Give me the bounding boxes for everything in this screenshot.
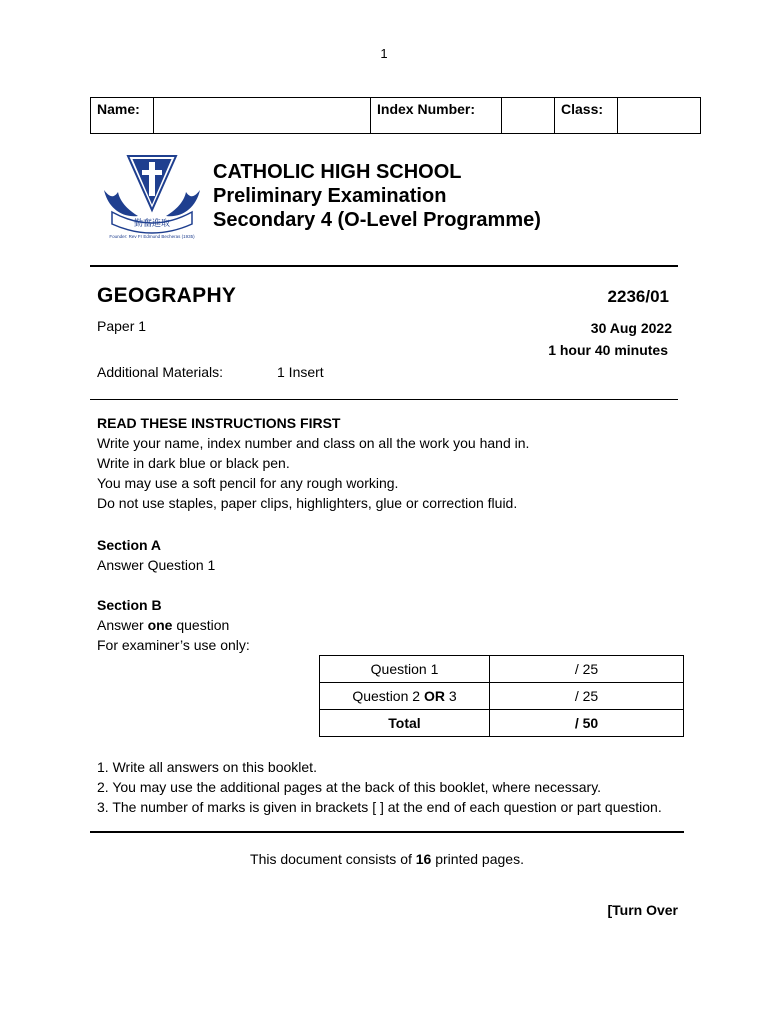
exam-duration: 1 hour 40 minutes (548, 342, 668, 358)
school-header (213, 160, 541, 232)
section-b-heading: Section B (97, 597, 162, 613)
instruction-line: Do not use staples, paper clips, highlighters, glue or correction fluid. (97, 495, 518, 511)
examiner-use-label: For examiner’s use only: (97, 637, 250, 653)
table-row (320, 710, 684, 737)
examiner-marks-table (319, 655, 684, 737)
instruction-line: Write your name, index number and class on all the work you hand in. (97, 435, 530, 451)
footer-divider (90, 831, 684, 833)
paper-number: Paper 1 (97, 318, 147, 334)
question-2-or-3-cell: Question 2 OR 3 (320, 683, 490, 710)
subject-title: GEOGRAPHY (97, 284, 237, 307)
section-a-heading: Section A (97, 537, 162, 553)
name-field[interactable] (154, 98, 371, 134)
additional-materials-label: Additional Materials: (97, 364, 224, 380)
class-label: Class: (555, 98, 618, 134)
instruction-line: Write in dark blue or black pen. (97, 455, 290, 471)
table-row (320, 683, 684, 710)
instruction-line: You may use a soft pencil for any rough working. (97, 475, 399, 491)
section-a-block (97, 535, 215, 575)
total-mark: / 50 (490, 710, 684, 737)
page-number: 1 (380, 46, 388, 61)
class-field[interactable] (618, 98, 701, 134)
school-name: CATHOLIC HIGH SCHOOL (213, 161, 462, 183)
index-number-label: Index Number: (371, 98, 502, 134)
student-id-table (90, 97, 701, 134)
name-label: Name: (91, 98, 154, 134)
school-crest-logo (98, 152, 206, 242)
note-line: 2. You may use the additional pages at the back of this booklet, where necessary. (97, 779, 602, 795)
page-count-statement: This document consists of 16 printed pages. (250, 851, 524, 867)
paper-code: 2236/01 (607, 287, 669, 306)
additional-materials-value: 1 Insert (277, 364, 324, 380)
exam-name: Preliminary Examination (213, 185, 447, 207)
note-line: 3. The number of marks is given in brackets [ ] at the end of each question or part question. (97, 799, 662, 815)
question-1-cell: Question 1 (320, 656, 490, 683)
section-b-text: Answer one question (97, 617, 230, 633)
instructions-heading: READ THESE INSTRUCTIONS FIRST (97, 415, 341, 431)
header-divider (90, 265, 678, 267)
section-a-text: Answer Question 1 (97, 557, 216, 573)
question-1-mark: / 25 (490, 656, 684, 683)
total-label: Total (320, 710, 490, 737)
crest-founder-text: Founder: Rev Fr Edmund Becheras (1935) (109, 234, 195, 239)
notes-block (97, 757, 662, 817)
index-number-field[interactable] (502, 98, 555, 134)
crest-chinese-motto: 勤奮進取 (133, 219, 171, 229)
turn-over-label: [Turn Over (607, 902, 678, 918)
details-divider (90, 399, 678, 400)
instructions-block (97, 413, 529, 513)
exam-level: Secondary 4 (O-Level Programme) (213, 209, 541, 231)
section-b-block (97, 595, 250, 655)
question-2-or-3-mark: / 25 (490, 683, 684, 710)
note-line: 1. Write all answers on this booklet. (97, 759, 317, 775)
exam-date: 30 Aug 2022 (590, 320, 672, 336)
table-row (320, 656, 684, 683)
